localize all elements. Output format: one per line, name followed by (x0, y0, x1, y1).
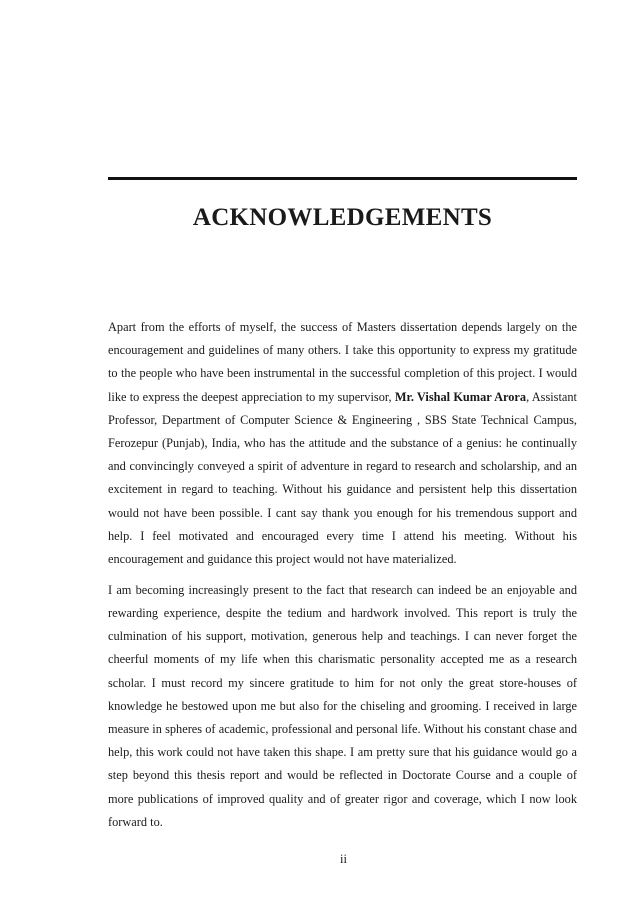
paragraph-2: I am becoming increasingly present to the fact that research can indeed be an enjoyable and rewarding experience, despite the tedium and hardwork involved. This report is truly the culmination of his support, motivation, generous help and teachings. I can never forget the cheerful moments of my life when this charismatic personality accepted me as a research scholar. I must record my sincere gratitude to him for not only the great store-houses of knowledge he bestowed upon me but also for the chiseling and grooming. I received in large measure in spheres of academic, professional and personal life. Without his constant chase and help, this work could not have taken this shape. I am pretty sure that his guidance would go a step beyond this thesis report and would be reflected in Doctorate Course and a couple of more publications of improved quality and of greater rigor and coverage, which I now look forward to. (108, 582, 577, 829)
title-rule (108, 177, 577, 180)
paragraph-1-text-after: , Assistant Professor, Department of Computer Science & Engineering , SBS State Technical Campus, Ferozepur (Punjab), India, who has the attitude and the substance of a genius: he continually and convincingly conveyed a spirit of adventure in regard to research and scholarship, and an excitement in regard to teaching. Without his guidance and persistent help this dissertation would not have been possible. I cant say thank you enough for his tremendous support and help. I feel motivated and encouraged every time I attend his meeting. Without his encouragement and guidance this project would not have materialized. (108, 389, 577, 567)
page-number: ii (340, 852, 347, 866)
acknowledgement-body (108, 316, 577, 841)
page-title: ACKNOWLEDGEMENTS (192, 204, 493, 231)
paragraph-1 (108, 316, 577, 571)
paragraph-1-text-before: Apart from the efforts of myself, the success of Masters dissertation depends largely on the encouragement and guidelines of many others. I take this opportunity to express my gratitude to the people who have been instrumental in the successful completion of this project. I would like to express the deepest appreciation to my supervisor, (108, 320, 577, 404)
supervisor-name: Mr. Vishal Kumar Arora (394, 389, 527, 404)
